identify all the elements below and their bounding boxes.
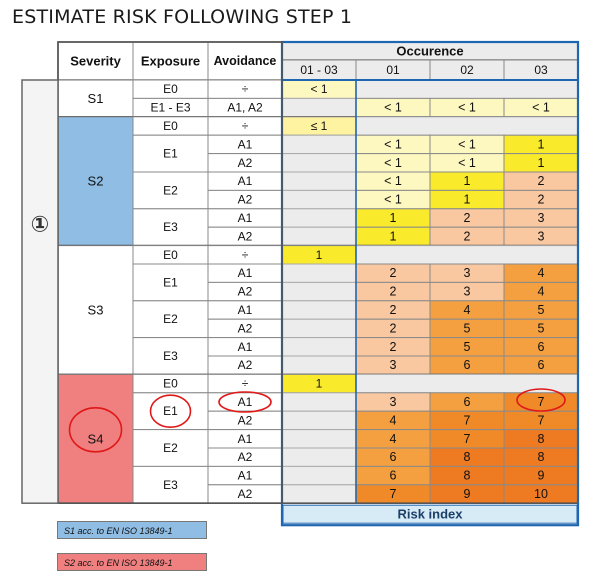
avoidance-label: A1 <box>237 211 253 225</box>
risk-value: < 1 <box>532 100 550 115</box>
avoidance-label: ÷ <box>241 247 249 262</box>
exposure-label: E3 <box>163 477 178 492</box>
empty-cell <box>282 172 356 190</box>
risk-value: 6 <box>389 468 397 483</box>
risk-value: 2 <box>537 192 545 207</box>
risk-value: 2 <box>389 321 397 336</box>
exposure-label: E0 <box>163 82 178 97</box>
avoidance-label: A2 <box>237 229 253 244</box>
empty-cell <box>282 282 356 300</box>
empty-cell <box>282 227 356 245</box>
avoidance-label: A1 <box>237 339 253 354</box>
risk-value: 8 <box>463 468 471 483</box>
risk-value: 1 <box>315 247 323 262</box>
step-column <box>22 80 58 503</box>
header-exposure: Exposure <box>140 53 201 69</box>
exposure-label: E2 <box>163 312 178 327</box>
risk-value: 1 <box>315 376 323 391</box>
risk-value: 1 <box>463 174 471 189</box>
risk-value: 7 <box>537 413 545 428</box>
risk-value: 4 <box>537 284 545 299</box>
risk-value: 3 <box>463 266 471 281</box>
risk-value: 8 <box>463 450 471 465</box>
avoidance-label: A2 <box>237 155 253 170</box>
risk-value: 4 <box>389 413 397 428</box>
risk-value: 2 <box>389 303 397 317</box>
risk-value: 6 <box>463 358 471 373</box>
occurrence-label: Occurence <box>396 43 464 59</box>
risk-value: 6 <box>389 450 397 465</box>
risk-value: 1 <box>537 155 545 170</box>
risk-value: 8 <box>537 450 545 465</box>
risk-value: 5 <box>537 303 545 317</box>
avoidance-label: A2 <box>237 487 253 501</box>
avoidance-label: A1 <box>237 303 253 317</box>
severity-label: S4 <box>87 431 104 447</box>
risk-value: < 1 <box>384 192 402 207</box>
exposure-label: E0 <box>163 376 178 391</box>
page-title: ESTIMATE RISK FOLLOWING STEP 1 <box>12 6 353 28</box>
risk-value: 9 <box>463 487 471 501</box>
risk-value: 4 <box>463 303 471 317</box>
risk-value: 6 <box>463 395 471 409</box>
empty-cell <box>282 466 356 484</box>
occurrence-col-label: 01 <box>386 63 400 77</box>
risk-value: 5 <box>537 321 545 336</box>
empty-cell <box>356 117 578 135</box>
risk-value: < 1 <box>384 174 402 189</box>
empty-cell <box>356 246 578 264</box>
header-severity: Severity <box>70 53 121 69</box>
avoidance-label: A2 <box>237 413 253 428</box>
risk-value: ≤ 1 <box>310 119 328 133</box>
avoidance-label: A1 <box>237 431 253 446</box>
exposure-label: E1 - E3 <box>150 100 191 115</box>
risk-value: 7 <box>389 487 397 501</box>
risk-value: 3 <box>463 284 471 299</box>
risk-value: 7 <box>537 395 545 409</box>
risk-value: 3 <box>537 229 545 244</box>
empty-cell <box>282 264 356 282</box>
risk-value: 6 <box>537 358 545 373</box>
avoidance-label: A1 <box>237 266 253 281</box>
risk-value: 4 <box>537 266 545 281</box>
empty-cell <box>282 448 356 466</box>
risk-value: 9 <box>537 468 545 483</box>
avoidance-label: A2 <box>237 192 253 207</box>
risk-value: 3 <box>389 358 397 373</box>
risk-value: 10 <box>534 487 548 501</box>
empty-cell <box>282 154 356 172</box>
empty-cell <box>282 209 356 227</box>
risk-value: 2 <box>389 284 397 299</box>
risk-value: < 1 <box>458 137 476 152</box>
risk-value: < 1 <box>458 155 476 170</box>
risk-value: 5 <box>463 321 471 336</box>
avoidance-label: A1 <box>237 395 253 409</box>
empty-cell <box>282 356 356 374</box>
risk-value: 8 <box>537 431 545 446</box>
step-marker: ① <box>30 211 50 237</box>
severity-label: S2 <box>87 173 104 189</box>
risk-value: 2 <box>389 339 397 354</box>
avoidance-label: ÷ <box>241 376 249 391</box>
occurrence-col-label: 03 <box>534 63 548 77</box>
empty-cell <box>356 80 578 98</box>
avoidance-label: A2 <box>237 358 253 373</box>
empty-cell <box>356 374 578 392</box>
risk-value: 5 <box>463 339 471 354</box>
empty-cell <box>282 319 356 337</box>
exposure-label: E2 <box>163 441 178 455</box>
exposure-label: E3 <box>163 220 178 235</box>
risk-value: 2 <box>463 229 471 244</box>
risk-value: 7 <box>463 413 471 428</box>
risk-value: 2 <box>463 211 471 225</box>
risk-value: < 1 <box>310 82 328 97</box>
avoidance-label: A2 <box>237 450 253 465</box>
occurrence-col-label: 02 <box>460 63 474 77</box>
empty-cell <box>282 301 356 319</box>
empty-cell <box>282 135 356 153</box>
avoidance-label: A1, A2 <box>227 100 263 115</box>
empty-cell <box>282 393 356 411</box>
avoidance-label: ÷ <box>241 119 249 133</box>
risk-value: 1 <box>537 137 545 152</box>
exposure-label: E3 <box>163 349 178 363</box>
risk-value: 1 <box>389 229 397 244</box>
risk-value: 1 <box>389 211 397 225</box>
risk-value: < 1 <box>458 100 476 115</box>
exposure-label: E1 <box>163 275 178 290</box>
avoidance-label: A2 <box>237 321 253 336</box>
avoidance-label: A1 <box>237 137 253 152</box>
note-s1: S1 acc. to EN ISO 13849-1 <box>57 521 207 539</box>
empty-cell <box>282 190 356 208</box>
risk-value: 1 <box>463 192 471 207</box>
empty-cell <box>282 338 356 356</box>
empty-cell <box>282 485 356 503</box>
occurrence-col-label: 01 - 03 <box>300 63 338 77</box>
exposure-label: E1 <box>163 404 178 419</box>
exposure-label: E1 <box>163 146 178 161</box>
exposure-label: E0 <box>163 119 178 133</box>
risk-value: 4 <box>389 431 397 446</box>
risk-value: < 1 <box>384 137 402 152</box>
risk-value: 2 <box>389 266 397 281</box>
risk-value: 3 <box>537 211 545 225</box>
risk-value: 6 <box>537 339 545 354</box>
note-s2: S2 acc. to EN ISO 13849-1 <box>57 553 207 571</box>
risk-value: < 1 <box>384 100 402 115</box>
risk-value: 2 <box>537 174 545 189</box>
risk-value: < 1 <box>384 155 402 170</box>
avoidance-label: A2 <box>237 284 253 299</box>
exposure-label: E0 <box>163 247 178 262</box>
exposure-label: E2 <box>163 183 178 198</box>
avoidance-label: A1 <box>237 174 253 189</box>
empty-cell <box>282 411 356 429</box>
header-avoidance: Avoidance <box>213 54 277 68</box>
avoidance-label: ÷ <box>241 82 249 97</box>
empty-cell <box>282 98 356 116</box>
severity-label: S3 <box>87 302 104 318</box>
avoidance-label: A1 <box>237 468 253 483</box>
empty-cell <box>282 430 356 448</box>
risk-index-label: Risk index <box>397 506 463 522</box>
risk-value: 7 <box>463 431 471 446</box>
severity-label: S1 <box>87 90 104 106</box>
risk-value: 3 <box>389 395 397 409</box>
